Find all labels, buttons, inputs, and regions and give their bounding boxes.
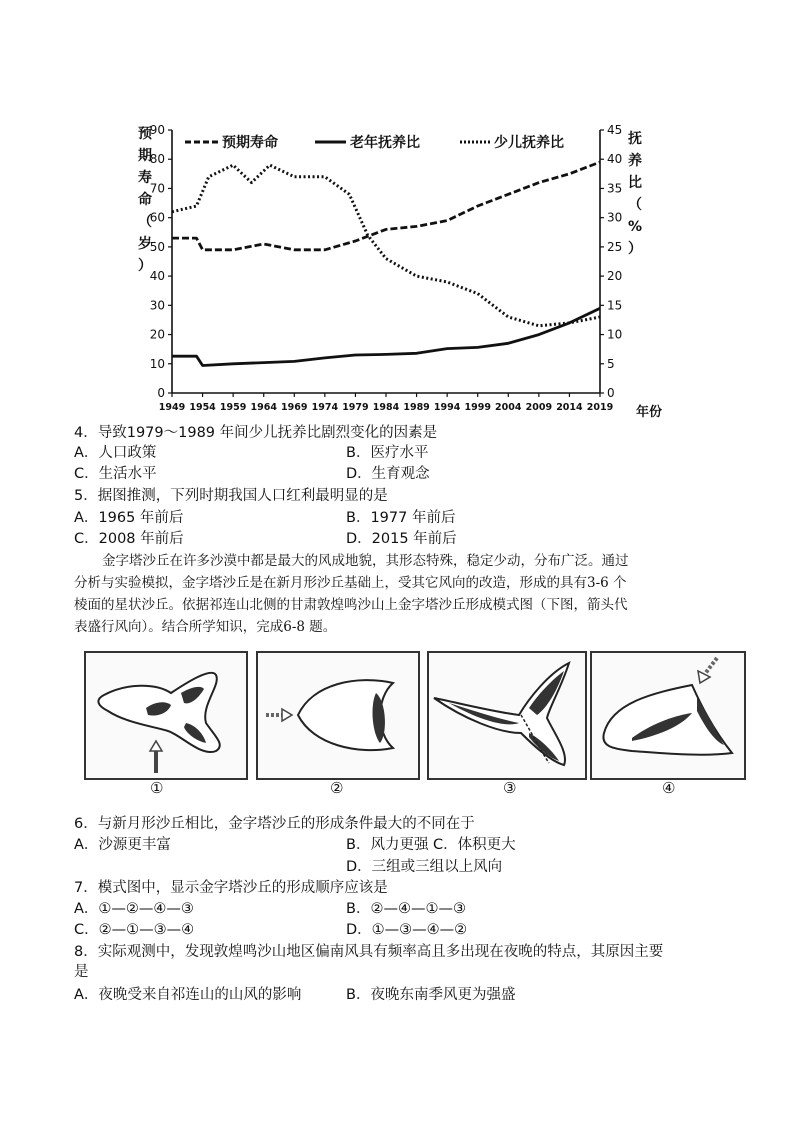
question-8-option-b: B．夜晚东南季风更为强盛 <box>346 987 516 1003</box>
legend-item-elderly-ratio <box>315 134 420 151</box>
left-tick-label: 80 <box>149 152 165 167</box>
dune-panel-1 <box>84 651 248 780</box>
figure-label-1: ① <box>150 779 164 797</box>
figure-label-2: ② <box>330 779 344 797</box>
passage-line: 棱面的星状沙丘。依据祁连山北侧的甘肃敦煌鸣沙山上金字塔沙丘形成模式图（下图，箭头代 <box>74 597 628 613</box>
question-7-option-c: C．②—①—③—④ <box>74 922 195 938</box>
series-line-dotted <box>172 165 600 326</box>
right-tick-label: 35 <box>607 181 623 196</box>
wind-arrow-icon <box>698 658 717 683</box>
x-axis-title: 年份 <box>636 405 663 418</box>
left-tick-label: 40 <box>149 269 165 284</box>
right-tick-label: 40 <box>607 152 623 167</box>
question-4-option-b: B．医疗水平 <box>346 445 429 461</box>
x-tick-label: 2009 <box>525 402 553 413</box>
chart-series <box>172 162 600 365</box>
right-tick-label: 15 <box>607 298 623 313</box>
x-tick-label: 1994 <box>433 402 461 413</box>
legend-item-child-ratio <box>460 134 564 151</box>
question-7-option-b: B．②—④—①—③ <box>346 901 466 917</box>
passage-line: 金字塔沙丘在许多沙漠中都是最大的风成地貌，其形态特殊，稳定少动，分布广泛。通过 <box>102 553 629 569</box>
right-tick-label: 25 <box>607 239 623 254</box>
modified-dune-sketch <box>592 653 744 778</box>
right-tick-label: 20 <box>607 269 623 284</box>
reading-passage <box>74 550 734 638</box>
question-7-option-a: A．①—②—④—③ <box>74 901 194 917</box>
x-axis-ticks <box>159 393 613 413</box>
right-axis-ticks <box>600 123 622 400</box>
question-6-stem: 6．与新月形沙丘相比，金字塔沙丘的形成条件最大的不同在于 <box>74 816 475 832</box>
left-tick-label: 90 <box>149 123 165 137</box>
question-4-option-c: C．生活水平 <box>74 466 157 482</box>
question-8-option-a: A．夜晚受来自祁连山的山风的影响 <box>74 987 302 1003</box>
question-6-option-bc: B．风力更强 C．体积更大 <box>346 837 516 853</box>
chart-legend <box>185 134 564 151</box>
dune-panel-3 <box>427 651 587 780</box>
left-tick-label: 60 <box>149 210 165 225</box>
question-7-stem: 7．模式图中，显示金字塔沙丘的形成顺序应该是 <box>74 880 388 896</box>
x-tick-label: 1974 <box>311 402 339 413</box>
left-axis-ticks <box>150 123 172 400</box>
question-6-option-d: D．三组或三组以上风向 <box>346 859 503 875</box>
x-tick-label: 1959 <box>219 402 247 413</box>
left-tick-label: 70 <box>149 181 165 196</box>
question-8-stem: 8．实际观测中，发现敦煌鸣沙山地区偏南风具有频率高且多出现在夜晚的特点，其原因主要 <box>74 944 664 960</box>
question-7-option-d: D．①—③—④—② <box>346 922 468 938</box>
x-tick-label: 2004 <box>495 402 522 413</box>
x-tick-label: 1999 <box>464 402 491 413</box>
x-tick-label: 1954 <box>189 402 216 413</box>
legend-label: 老年抚养比 <box>350 135 420 151</box>
left-axis-title <box>138 125 152 274</box>
x-tick-label: 1989 <box>403 402 430 413</box>
x-tick-label: 1969 <box>281 402 308 413</box>
x-tick-label: 1979 <box>342 402 369 413</box>
x-tick-label: 2019 <box>586 402 614 413</box>
question-4-stem: 4．导致1979～1989 年间少儿抚养比剧烈变化的因素是 <box>74 425 438 441</box>
left-axis-title-text: 预期寿命（岁） <box>138 126 152 274</box>
right-axis-title <box>628 130 642 257</box>
series-line-solid <box>172 308 600 365</box>
left-tick-label: 50 <box>149 239 165 254</box>
question-6-option-a: A．沙源更丰富 <box>74 837 171 853</box>
left-tick-label: 10 <box>149 356 165 371</box>
question-5-stem: 5．据图推测，下列时期我国人口红利最明显的是 <box>74 488 388 504</box>
star-dune-sketch <box>86 653 246 778</box>
right-tick-label: 10 <box>607 327 623 342</box>
legend-label: 预期寿命 <box>222 135 278 151</box>
left-tick-label: 30 <box>149 298 165 313</box>
x-tick-label: 1964 <box>250 402 277 413</box>
figure-label-4: ④ <box>662 779 676 797</box>
wind-arrow-icon <box>150 741 162 773</box>
right-tick-label: 45 <box>607 123 623 137</box>
right-axis-title-text: 抚养比（%） <box>628 131 643 257</box>
wind-arrow-icon <box>266 709 292 721</box>
figure-label-3: ③ <box>503 779 517 797</box>
passage-line: 表盛行风向）。结合所学知识，完成6-8 题。 <box>74 619 337 635</box>
right-tick-label: 0 <box>607 386 615 400</box>
pyramid-dune-sketch <box>429 653 585 778</box>
population-chart <box>90 118 710 418</box>
question-5-option-a: A．1965 年前后 <box>74 510 184 526</box>
question-5-option-d: D．2015 年前后 <box>346 531 457 547</box>
question-4-option-a: A．人口政策 <box>74 445 157 461</box>
question-8-stem-cont: 是 <box>74 964 89 980</box>
right-tick-label: 30 <box>607 210 623 225</box>
left-tick-label: 20 <box>149 327 165 342</box>
x-tick-label: 1949 <box>158 402 186 413</box>
x-tick-label: 1984 <box>372 402 400 413</box>
series-line-dashed <box>172 162 600 250</box>
right-tick-label: 5 <box>607 356 615 371</box>
legend-item-life-expectancy <box>185 134 278 151</box>
dune-panel-2 <box>256 651 420 780</box>
dune-panel-4 <box>590 651 746 780</box>
barchan-dune-sketch <box>258 653 418 778</box>
legend-label: 少儿抚养比 <box>494 135 564 151</box>
x-tick-label: 2014 <box>556 402 583 413</box>
question-5-option-b: B．1977 年前后 <box>346 510 456 526</box>
question-4-option-d: D．生育观念 <box>346 466 430 482</box>
left-tick-label: 0 <box>157 386 165 400</box>
passage-line: 分析与实验模拟，金字塔沙丘是在新月形沙丘基础上，受其它风向的改造，形成的具有3-6 个 <box>74 575 627 591</box>
question-5-option-c: C．2008 年前后 <box>74 531 184 547</box>
